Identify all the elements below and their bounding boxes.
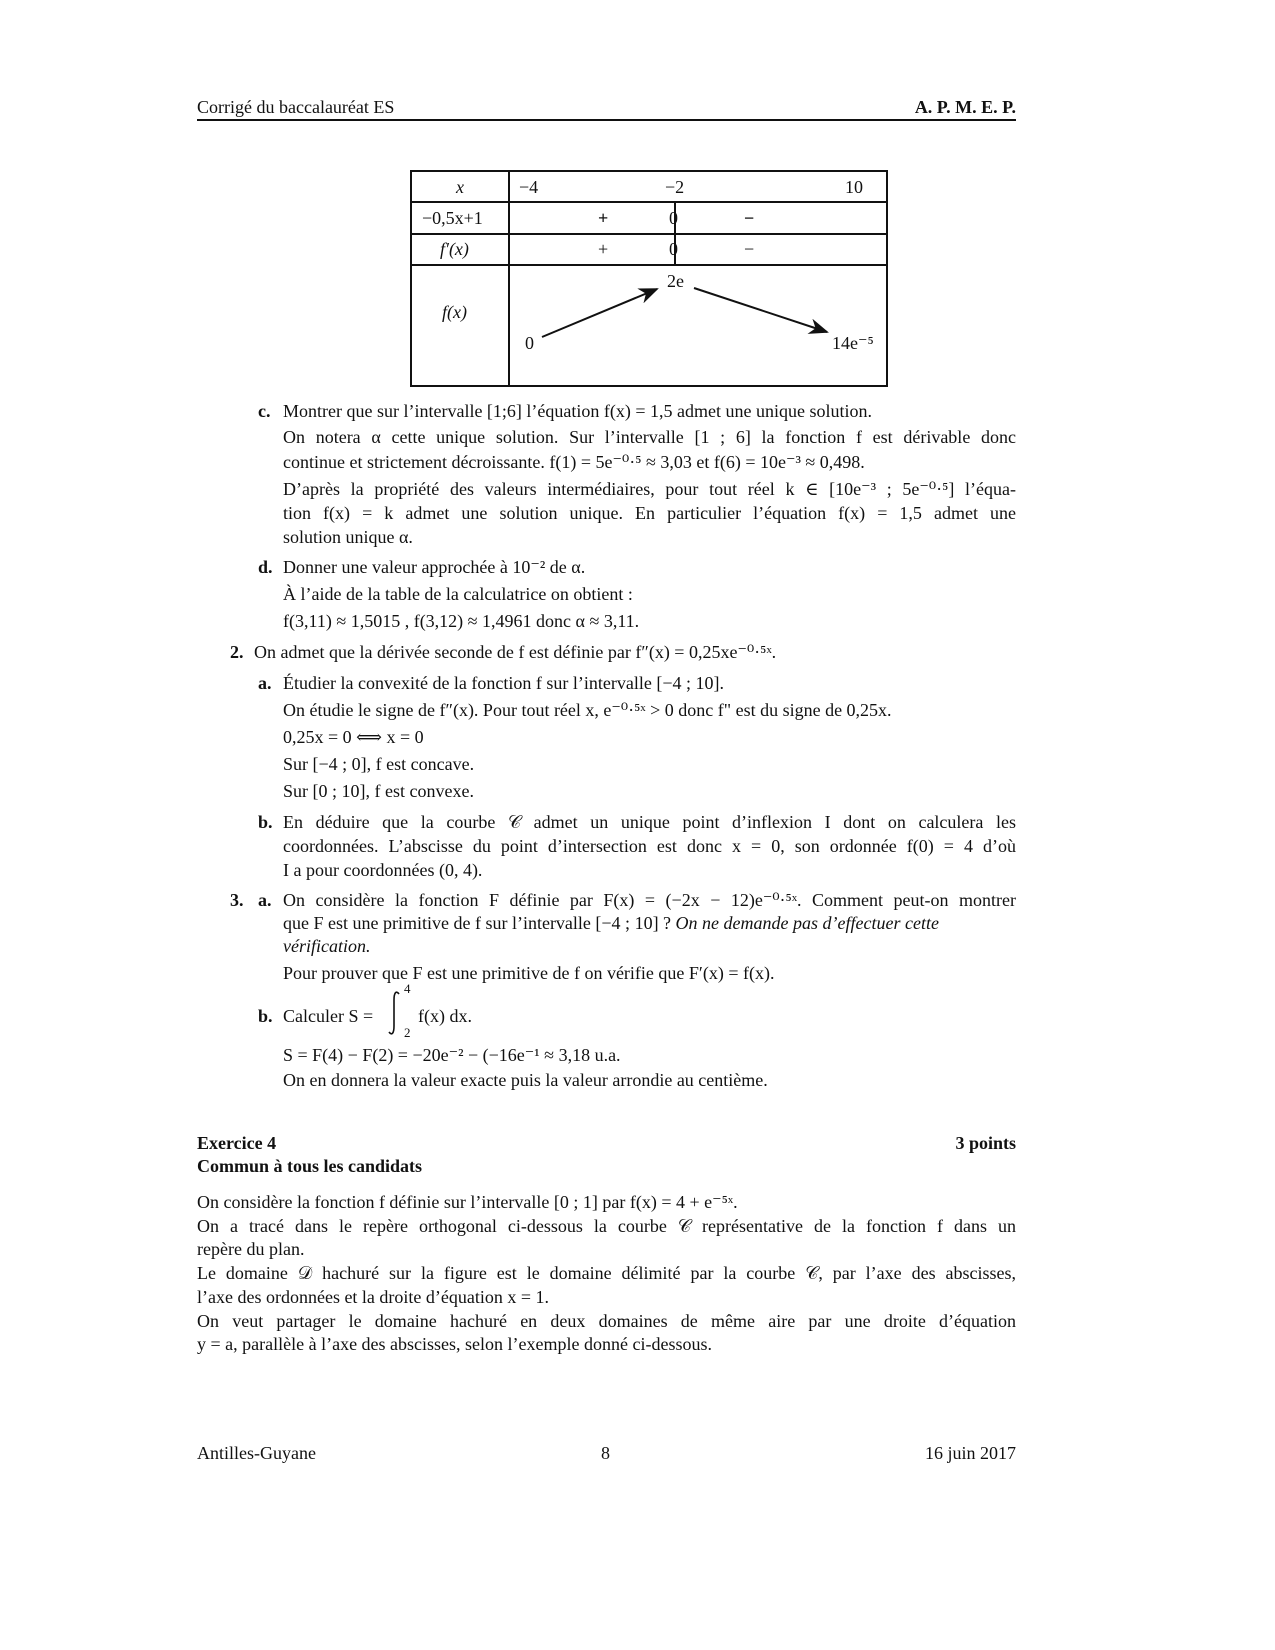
question-text: Montrer que sur l’intervalle [1;6] l’équation f(x) = 1,5 admet une unique solution.: [283, 401, 872, 421]
variation-table: [410, 170, 888, 387]
variation-max: 2e: [667, 271, 684, 291]
row-label-factor: −0,5x+1: [422, 208, 483, 228]
answer-text: D’après la propriété des valeurs intermédiaires, pour tout réel k ∈ [10e⁻³ ; 5e⁻⁰·⁵] l’équa-: [283, 479, 1016, 499]
variation-start: 0: [525, 333, 534, 353]
answer-text: Sur [−4 ; 0], f est concave.: [283, 754, 475, 774]
exercise-text: On veut partager le domaine hachuré en deux domaines de même aire par une droite d’équation: [197, 1311, 1016, 1331]
item-label: d.: [258, 557, 273, 577]
exercise-points: 3 points: [955, 1133, 1016, 1153]
footer-location: Antilles-Guyane: [197, 1443, 316, 1463]
exercise-subtitle: Commun à tous les candidats: [197, 1156, 423, 1176]
integral-upper: 4: [404, 981, 411, 996]
exercise-text: On a tracé dans le repère orthogonal ci-dessous la courbe 𝒞 représentative de la fonction f dans un: [197, 1216, 1016, 1236]
page-number: 8: [601, 1443, 610, 1463]
integral-lower: 2: [404, 1025, 411, 1040]
question-text: Étudier la convexité de la fonction f sur l’intervalle [−4 ; 10].: [283, 673, 724, 693]
answer-text: On étudie le signe de f″(x). Pour tout réel x, e⁻⁰·⁵ˣ > 0 donc f" est du signe de 0,25x.: [283, 700, 892, 720]
sign: +: [598, 208, 609, 228]
variation-arrows: [412, 172, 890, 389]
question-text: On admet que la dérivée seconde de f est définie par f″(x) = 0,25xe⁻⁰·⁵ˣ.: [254, 642, 777, 662]
answer-text: Sur [0 ; 10], f est convexe.: [283, 781, 474, 801]
exercise-text: On considère la fonction f définie sur l’intervalle [0 ; 1] par f(x) = 4 + e⁻⁵ˣ.: [197, 1192, 738, 1212]
answer-text: tion f(x) = k admet une solution unique. En particulier l’équation f(x) = 1,5 admet une: [283, 503, 1016, 523]
item-label: 3.: [230, 890, 244, 910]
answer-text: f(3,11) ≈ 1,5015 , f(3,12) ≈ 1,4961 donc α ≈ 3,11.: [283, 611, 640, 631]
italic-note: vérification.: [283, 936, 371, 956]
answer-text: S = F(4) − F(2) = −20e⁻² − (−16e⁻¹ ≈ 3,18 u.a.: [283, 1045, 621, 1065]
sign: −: [744, 239, 755, 259]
exercise-text: y = a, parallèle à l’axe des abscisses, selon l’exemple donné ci-dessous.: [197, 1334, 712, 1354]
integral-body: f(x) dx.: [418, 1006, 472, 1026]
exercise-title: Exercice 4: [197, 1133, 277, 1153]
answer-text: On notera α cette unique solution. Sur l’intervalle [1 ; 6] la fonction f est dérivable donc: [283, 427, 1016, 447]
footer-date: 16 juin 2017: [924, 1443, 1016, 1463]
question-text: Calculer S =: [283, 1006, 374, 1026]
sign-zero: 0: [669, 208, 678, 228]
exercise-text: Le domaine 𝒟 hachuré sur la figure est le domaine délimité par la courbe 𝒞, par l’axe des abscisses,: [197, 1263, 1016, 1283]
x-value: −2: [665, 177, 685, 197]
item-label: b.: [258, 1006, 273, 1026]
header-rule: [197, 119, 1016, 121]
row-label-x: x: [456, 177, 464, 197]
item-label: b.: [258, 812, 273, 832]
answer-text: À l’aide de la table de la calculatrice on obtient :: [283, 584, 633, 604]
item-label: 2.: [230, 642, 244, 662]
italic-note: On ne demande pas d’effectuer cette: [675, 913, 939, 933]
item-label: c.: [258, 401, 271, 421]
item-label: a.: [258, 673, 272, 693]
answer-text: Pour prouver que F est une primitive de f on vérifie que F′(x) = f(x).: [283, 963, 775, 983]
sign: −: [744, 208, 755, 228]
header-title: Corrigé du baccalauréat ES: [197, 97, 395, 117]
sign-zero: 0: [669, 239, 678, 259]
exercise-text: repère du plan.: [197, 1239, 305, 1259]
sign: +: [598, 239, 609, 259]
x-value: −4: [519, 177, 539, 197]
answer-text: solution unique α.: [283, 527, 413, 547]
answer-text: I a pour coordonnées (0, 4).: [283, 860, 483, 880]
answer-text: coordonnées. L’abscisse du point d’intersection est donc x = 0, son ordonnée f(0) = 4 d’où: [283, 836, 1016, 856]
row-label-fprime: f′(x): [440, 239, 469, 259]
question-text: que F est une primitive de f sur l’intervalle [−4 ; 10] ?: [283, 913, 672, 933]
question-text: On considère la fonction F définie par F(x) = (−2x − 12)e⁻⁰·⁵ˣ. Comment peut-on montrer: [283, 890, 1016, 910]
question-text: En déduire que la courbe 𝒞 admet un unique point d’inflexion I dont on calculera les: [283, 812, 1016, 832]
question-text: Donner une valeur approchée à 10⁻² de α.: [283, 557, 586, 577]
item-label: a.: [258, 890, 272, 910]
row-label-f: f(x): [442, 302, 467, 322]
exercise-text: l’axe des ordonnées et la droite d’équation x = 1.: [197, 1287, 550, 1307]
header-apmep: A. P. M. E. P.: [914, 97, 1016, 117]
x-value: 10: [845, 177, 863, 197]
variation-end: 14e⁻⁵: [832, 333, 874, 353]
answer-text: continue et strictement décroissante. f(1) = 5e⁻⁰·⁵ ≈ 3,03 et f(6) = 10e⁻³ ≈ 0,498.: [283, 452, 865, 472]
answer-text: 0,25x = 0 ⟺ x = 0: [283, 727, 424, 747]
integral-sign: [386, 990, 402, 1036]
question-text: On en donnera la valeur exacte puis la valeur arrondie au centième.: [283, 1070, 768, 1090]
